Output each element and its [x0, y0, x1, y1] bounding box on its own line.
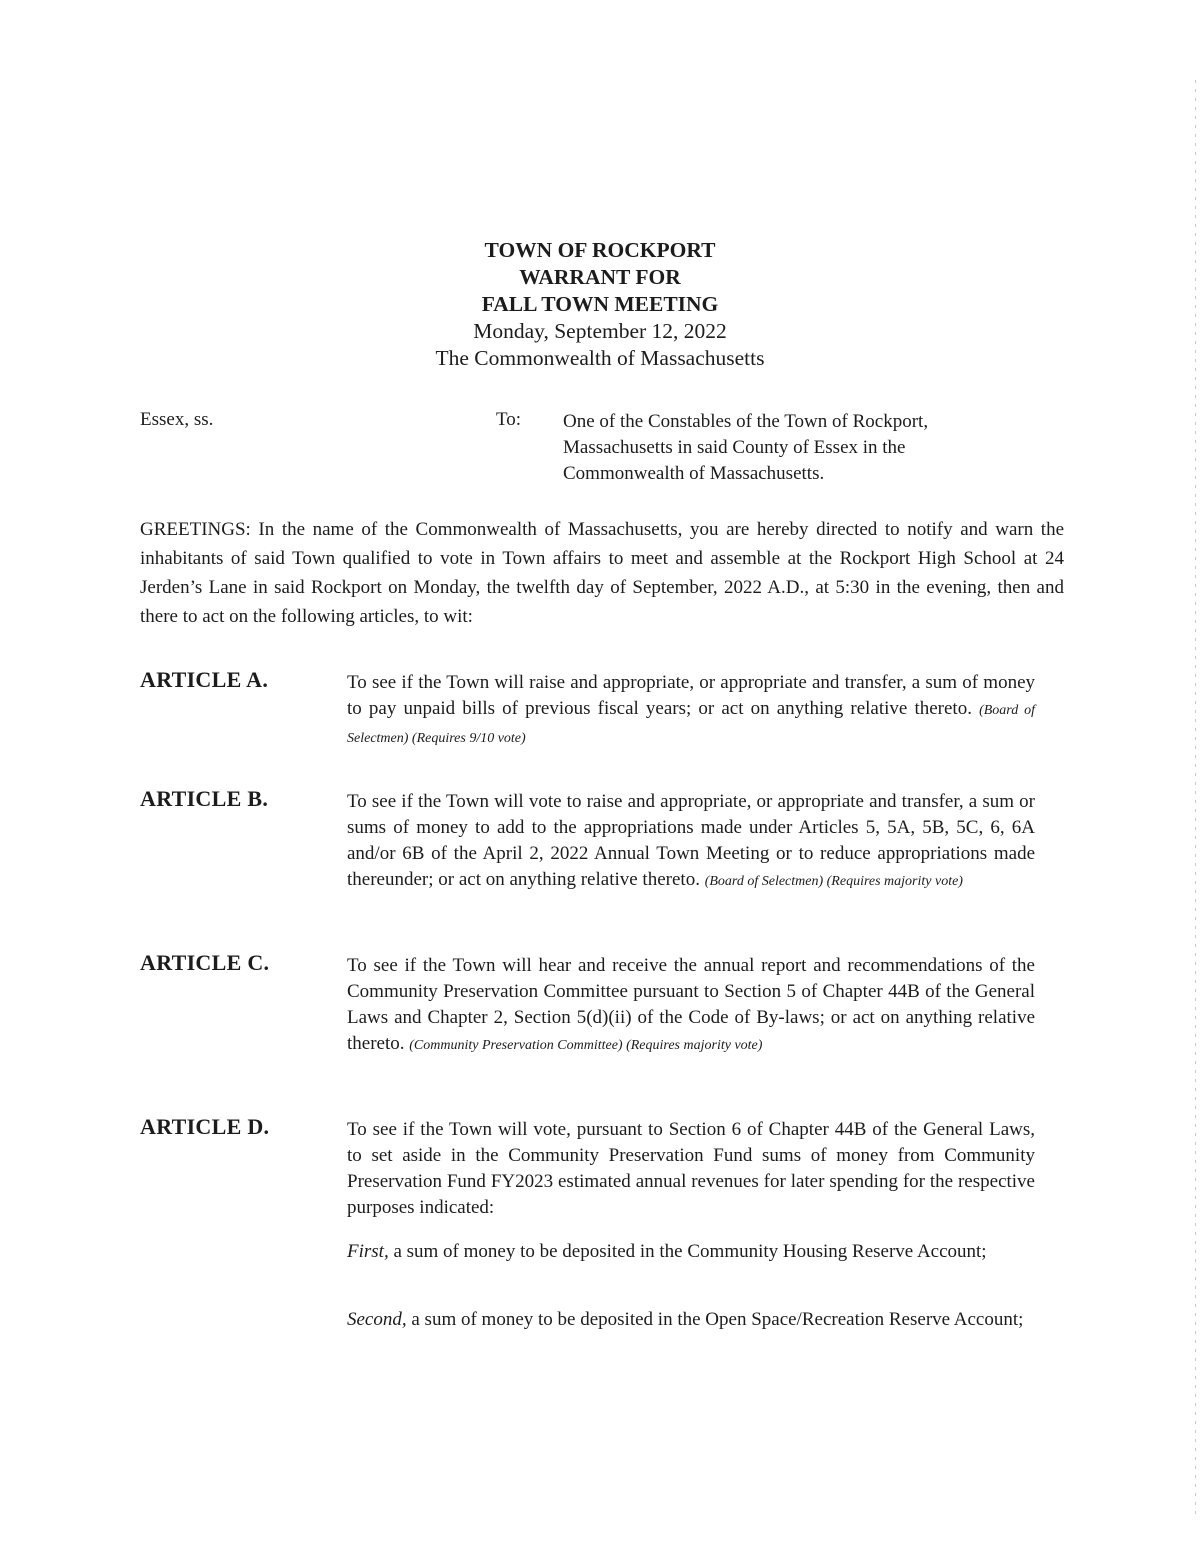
article-d-body: To see if the Town will vote, pursuant to Section 6 of Chapter 44B of the General Laws, to set aside in the Community Preservation Fund sums of money from Community Preservation Fund FY2023 estimated annual revenues for later spending for the respective purposes indicated:	[347, 1119, 1035, 1218]
item-first-lead: First,	[347, 1241, 389, 1262]
warrant-header	[300, 237, 900, 372]
article-a-body: To see if the Town will raise and appropriate, or appropriate and transfer, a sum of money to pay unpaid bills of previous fiscal years; or act on anything relative thereto.	[347, 672, 1035, 719]
article-b-body: To see if the Town will vote to raise and appropriate, or appropriate and transfer, a sum or sums of money to add to the appropriations made under Articles 5, 5A, 5B, 5C, 6, 6A and/or 6B of the April 2, 2022 Annual Town Meeting or to reduce appropriations made thereunder; or act on anything relative thereto.	[347, 791, 1035, 890]
header-town: TOWN OF ROCKPORT	[484, 238, 716, 262]
item-second-text: a sum of money to be deposited in the Open Space/Recreation Reserve Account;	[406, 1309, 1024, 1330]
article-b-text	[347, 789, 1035, 895]
to-label: To:	[496, 409, 522, 430]
article-d-item-first	[347, 1239, 1035, 1265]
item-second-lead: Second,	[347, 1309, 407, 1330]
article-c-label: ARTICLE C.	[140, 950, 270, 975]
article-d-item-second	[347, 1307, 1035, 1333]
header-date: Monday, September 12, 2022	[473, 319, 727, 343]
article-b-label: ARTICLE B.	[140, 786, 269, 811]
county-line: Essex, ss.	[140, 409, 214, 430]
header-warrant: WARRANT FOR	[519, 265, 681, 289]
article-a-label: ARTICLE A.	[140, 667, 269, 692]
article-a-text	[347, 670, 1035, 752]
header-commonwealth: The Commonwealth of Massachusetts	[435, 346, 765, 370]
greetings-paragraph: GREETINGS: In the name of the Commonwealth of Massachusetts, you are hereby directed to notify and warn the inhabitants of said Town qualified to vote in Town affairs to meet and assemble at the Rockport High School at 24 Jerden’s Lane in said Rockport on Monday, the twelfth day of September, 2022 A.D., at 5:30 in the evening, then and there to act on the following articles, to wit:	[140, 519, 1064, 627]
article-c-body: To see if the Town will hear and receive the annual report and recommendations of the Community Preservation Committee pursuant to Section 5 of Chapter 44B of the General Laws and Chapter 2, Section 5(d)(ii) of the Code of By-laws; or act on anything relative thereto.	[347, 955, 1035, 1054]
item-first-text: a sum of money to be deposited in the Community Housing Reserve Account;	[388, 1241, 987, 1262]
scan-edge-line	[1195, 80, 1196, 1520]
article-d-text	[347, 1117, 1035, 1221]
article-d-label: ARTICLE D.	[140, 1114, 270, 1139]
article-a-note: (Board of Selectmen) (Requires 9/10 vote)	[347, 703, 1035, 746]
article-b-note: (Board of Selectmen) (Requires majority vote)	[704, 874, 963, 889]
header-meeting: FALL TOWN MEETING	[481, 292, 719, 316]
article-c-note: (Community Preservation Committee) (Requires majority vote)	[409, 1038, 763, 1053]
article-c-text	[347, 953, 1035, 1059]
recipient-text: One of the Constables of the Town of Rockport, Massachusetts in said County of Essex in the Commonwealth of Massachusetts.	[563, 411, 929, 484]
